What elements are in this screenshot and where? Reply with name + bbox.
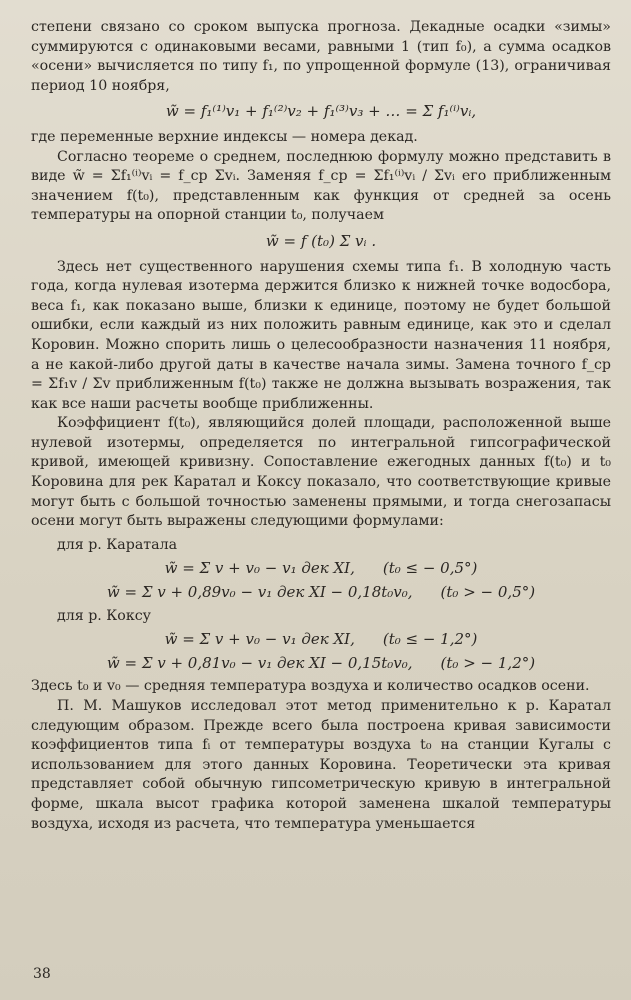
paragraph-7: П. М. Машуков исследовал этот метод применительно к р. Каратал следующим образом. Прежде всего была построена кривая зависимости коэффициентов типа fᵢ от температуры воздуха t₀ на станции Кугалы с использованием для этого данных Коровина. Теоретически эта кривая представляет собой обычную гипсометрическую кривую в интегральной форме, шкала высот графика которой заменена шкалой температуры воздуха, исходя из расчета, что температура уменьшается: [31, 698, 611, 832]
paragraph-3: Согласно теореме о среднем, последнюю формулу можно представить в виде w̃ = Σf₁⁽ⁱ⁾vᵢ = f_ср Σvᵢ. Заменяя f_ср = Σf₁⁽ⁱ⁾vᵢ / Σvᵢ его приближенным значением f(t₀), представленным как функция от средней за осень температуры на опорной станции t₀, получаем: [31, 148, 611, 224]
formula-condition: (t₀ ≤ − 1,2°): [382, 630, 478, 649]
formula-karatal-warm: [31, 583, 611, 603]
paragraph-6: Здесь t₀ и v₀ — средняя температура воздуха и количество осадков осени.: [31, 678, 590, 695]
page-text: [31, 18, 611, 834]
formula-koksu-warm: [31, 654, 611, 674]
formula-sum-decades: w̃ = f₁⁽¹⁾v₁ + f₁⁽²⁾v₂ + f₁⁽³⁾v₃ + … = Σ f₁⁽ⁱ⁾vᵢ,: [165, 102, 477, 121]
formula-koksu-cold: [31, 630, 611, 650]
formula-condition: (t₀ > − 1,2°): [440, 653, 536, 672]
paragraph-4: Здесь нет существенного нарушения схемы типа f₁. В холодную часть года, когда нулевая изотерма держится близко к нижней точке водосбора, веса f₁, как показано выше, близки к единице, поэтому не будет большой ошибки, если каждый из них положить равным единице, как это и сделал Коровин. Можно спорить лишь о целесообразности назначения 11 ноября, а не какой-либо другой даты в качестве начала зимы. Замена точного f_ср = Σf₁v / Σv приближенным f(t₀) также не должна вызывать возражения, так как все наши расчеты вообще приближенны.: [31, 258, 611, 412]
paragraph-5: Коэффициент f(t₀), являющийся долей площади, расположенной выше нулевой изотермы, определяется по интегральной гипсографической кривой, имеющей кривизну. Сопоставление ежегодных данных f(t₀) и t₀ Коровина для рек Каратал и Коксу показало, что соответствующие кривые могут быть с большой точностью заменены прямыми, и тогда снегозапасы осени могут быть выражены следующими формулами:: [31, 415, 611, 530]
formula-karatal-cold: [31, 559, 611, 579]
formula-condition: (t₀ ≤ − 0,5°): [382, 559, 478, 578]
river-label-karatal: для р. Каратала: [57, 536, 178, 553]
formula-mean: w̃ = f (t₀) Σ vᵢ .: [265, 231, 377, 250]
paragraph-2: где переменные верхние индексы — номера декад.: [31, 128, 418, 145]
formula-expression: w̃ = Σ v + 0,81v₀ − v₁ дек XI − 0,15t₀v₀,: [106, 653, 413, 672]
formula-expression: w̃ = Σ v + 0,89v₀ − v₁ дек XI − 0,18t₀v₀,: [106, 583, 413, 602]
formula-expression: w̃ = Σ v + v₀ − v₁ дек XI,: [164, 559, 355, 578]
river-label-koksu: для р. Коксу: [57, 607, 151, 624]
paragraph-1: степени связано со сроком выпуска прогноза. Декадные осадки «зимы» суммируются с одинаковыми весами, равными 1 (тип f₀), а сумма осадков «осени» вычисляется по типу f₁, по упрощенной формуле (13), ограничивая период 10 ноября,: [31, 19, 611, 94]
formula-expression: w̃ = Σ v + v₀ − v₁ дек XI,: [164, 630, 355, 649]
formula-condition: (t₀ > − 0,5°): [440, 583, 536, 602]
page-number: 38: [33, 966, 51, 982]
